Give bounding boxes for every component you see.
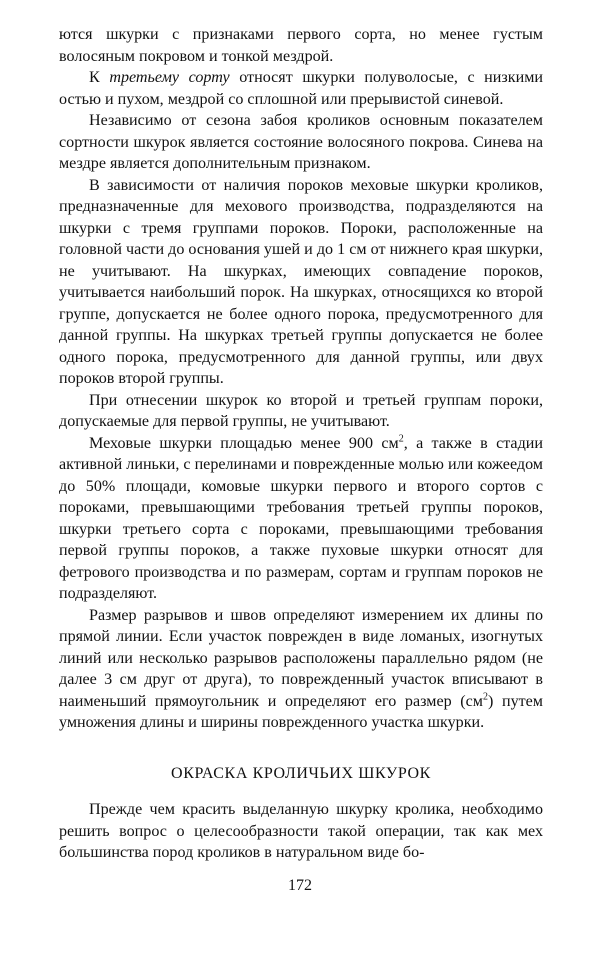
paragraph-sortness: Независимо от сезона забоя кроликов основным показателем сортности шкурок является состояние волосяного покрова. Синева на мездре является дополнительным признаком.: [59, 112, 543, 172]
superscript: 2: [482, 691, 488, 703]
italic-term: третьему сорту: [109, 69, 230, 86]
page-number: 172: [288, 877, 312, 894]
paragraph-lead: Размер разрывов и швов определяют измерением их длины по прямой линии. Если участок поврежден в виде ломаных, изогнутых линий или несколько разрывов расположены параллельно рядом (не далее 3 см друг от друга), то поврежденный участок вписывают в наименьший прямоугольник и определяют его размер (см: [59, 606, 543, 710]
paragraph-defects: В зависимости от наличия пороков меховые шкурки кроликов, предназначенные для мехового производства, подразделяются на шкурки с тремя группами пороков. Пороки, расположенные на головной части до основания ушей и до 1 см от нижнего края шкурки, не учитывают. На шкурках, имеющих совпадение пороков, учитывается наибольший порок. На шкурках, относящихся ко второй группе, допускается не более одного порока, предусмотренного для данной группы. На шкурках третьей группы допускается не более одного порока, предусмотренного для данной группы, или двух пороков второй группы.: [59, 176, 543, 387]
paragraph-rest: относят шкурки полуволосые, с низкими остью и пухом, мездрой со сплошной или прерывистой синевой.: [59, 69, 543, 108]
paragraph-rest: ) путем умножения длины и ширины поврежденного участка шкурки.: [59, 692, 543, 731]
paragraph-third-grade: [59, 67, 543, 110]
section-body: [59, 799, 543, 864]
paragraph-lead: Меховые шкурки площадью менее 900 см: [89, 434, 399, 452]
section-heading: ОКРАСКА КРОЛИЧЬИХ ШКУРОК: [171, 765, 431, 782]
superscript: 2: [398, 433, 404, 445]
paragraph-lead: К: [89, 69, 110, 86]
paragraph-tears: [59, 605, 543, 734]
paragraph-felt: [59, 433, 543, 605]
paragraph-groups: При отнесении шкурок ко второй и третьей группам пороки, допускаемые для первой группы, не учитывают.: [59, 391, 543, 430]
body-text: [59, 24, 543, 734]
paragraph-dyeing: Прежде чем красить выделанную шкурку кролика, необходимо решить вопрос о целесообразности такой операции, так как мех большинства пород кроликов в натуральном виде бо-: [59, 801, 543, 861]
paragraph-continuation: ются шкурки с признаками первого сорта, но менее густым волосяным покровом и тонкой мездрой.: [59, 26, 543, 65]
paragraph-rest: , а также в стадии активной линьки, с перелинами и поврежденные молью или кожеедом до 50% площади, комовые шкурки первого и второго сортов с пороками, превышающими требования третьей группы пороков, шкурки третьего сорта с пороками, превышающими требования первой группы пороков, а также пуховые шкурки относят для фетрового производства и по размерам, сортам и группам пороков не подразделяют.: [59, 434, 543, 602]
